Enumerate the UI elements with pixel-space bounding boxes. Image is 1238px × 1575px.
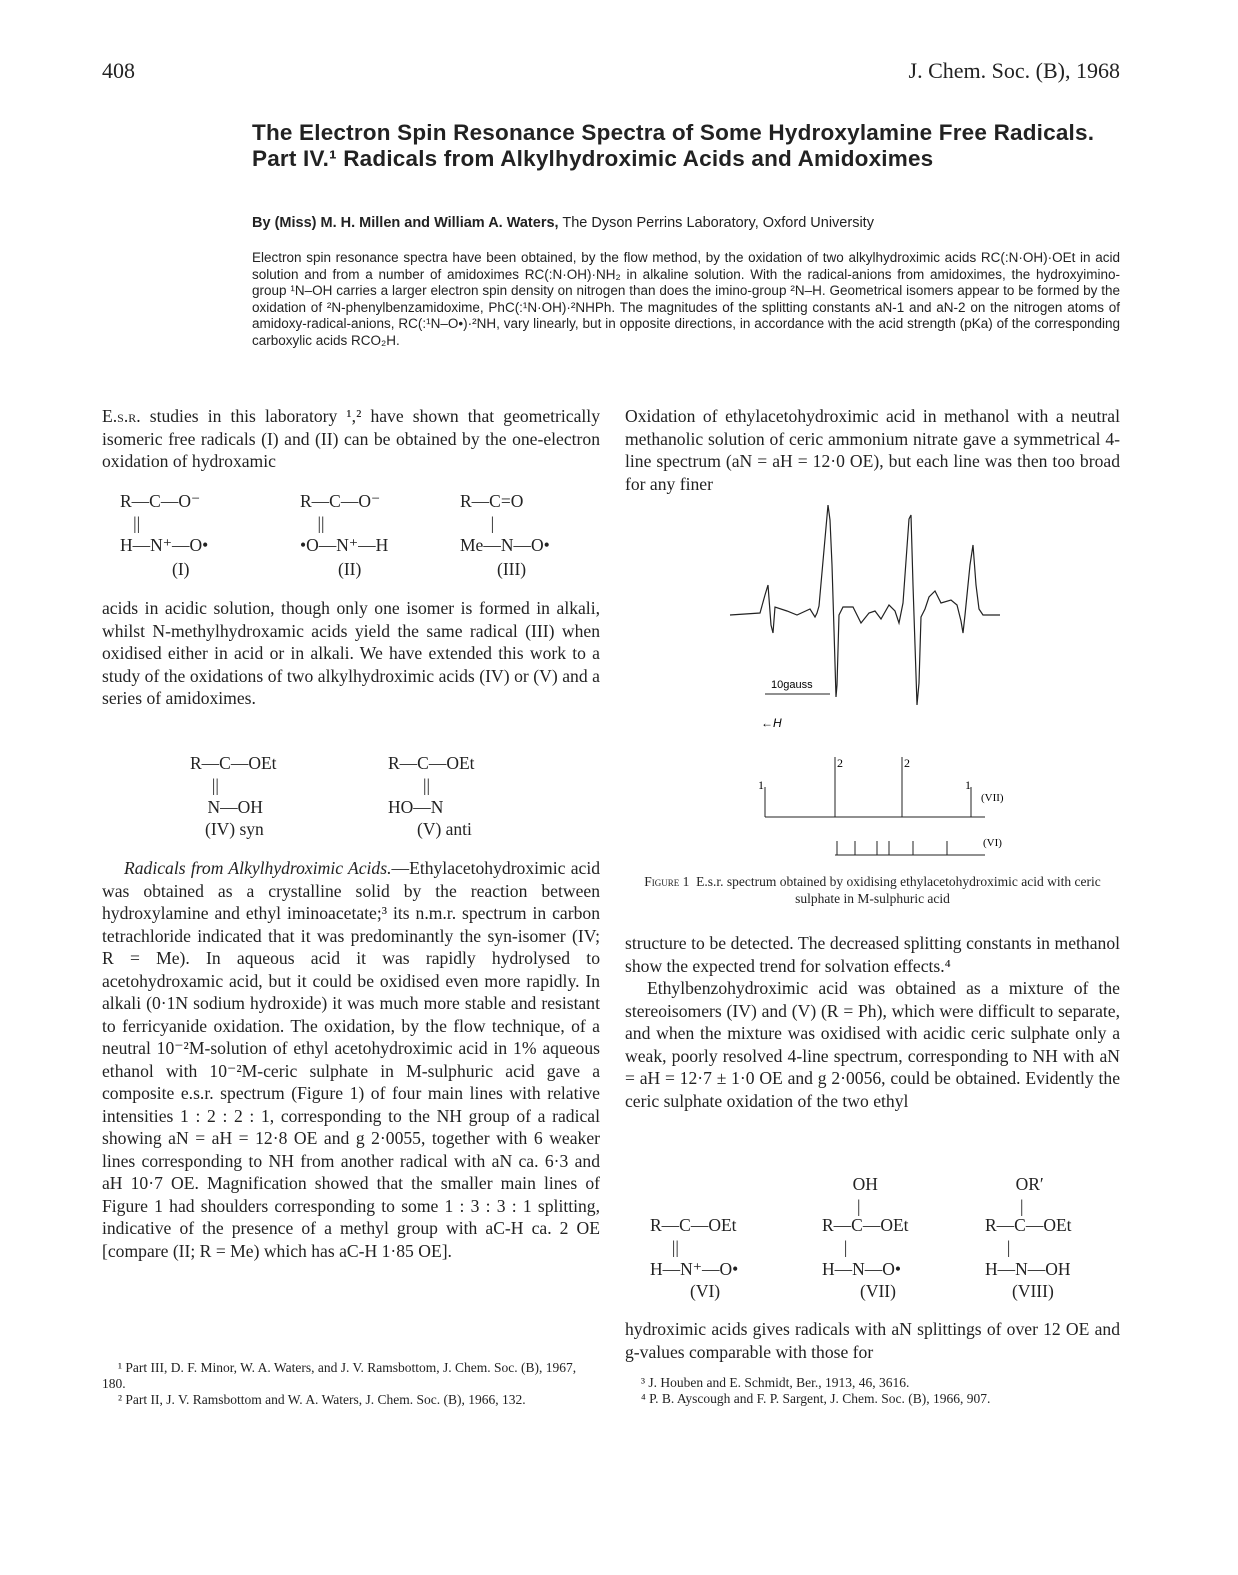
page-number: 408 [102,58,135,83]
label-III: (III) [497,559,527,579]
author-line [252,215,1132,231]
left-footnotes [102,1360,600,1408]
label-IV: (IV) syn [205,819,264,839]
affiliation: The Dyson Perrins Laboratory, Oxford University [562,215,874,231]
label-VIII: (VIII) [1012,1281,1054,1301]
stick-label-vii: (VII) [981,792,1004,804]
intro-text: studies in this laboratory ¹,² have shown that geometrically isomeric free radicals (I) and (II) can be obtained by the one-electron oxidation of hydroxamic [102,406,600,471]
structure-V: R—C—OEt || HO—N [388,753,475,817]
authors: By (Miss) M. H. Millen and William A. Waters, [252,215,559,231]
left-paragraph-2: acids in acidic solution, though only one isomer is formed in alkali, whilst N-methylhydroxamic acids yield the same radical (III) when oxidised either in acid or in alkali. We have extended this work to a study of the oxidations of two alkylhydroximic acids (IV) or (V) and a series of amidoximes. [102,598,600,708]
right-paragraph-3: hydroximic acids gives radicals with aN splittings of over 12 OE and g-values comparable with those for [625,1319,1120,1362]
esr-spectrum-trace [730,505,1000,705]
structure-I: R—C—O⁻ || H—N⁺—O• [120,491,209,555]
label-VII: (VII) [860,1281,896,1301]
left-paragraph-3: Radicals from Alkylhydroximic Acids.—Ethylacetohydroximic acid was obtained as a crystalline solid by the reaction between hydroxylamine and ethyl iminoacetate;³ its n.m.r. spectrum in carbon tetrachloride indicated that it was predominantly the syn-isomer (IV; R = Me). In aqueous acid it was rapidly hydrolysed to acetohydroxamic acid, but it could be oxidised even more rapidly. In alkali (0·1N sodium hydroxide) it was much more stable and resistant to ferricyanide oxidation. The oxidation, by the flow technique, of a neutral 10⁻²M-solution of ethyl acetohydroximic acid in 1% aqueous ethanol with 10⁻²M-ceric sulphate in M-sulphuric acid gave a composite e.s.r. spectrum (Figure 1) of four main lines with relative intensities 1 : 2 : 2 : 1, corresponding to the NH group of a radical showing aN = aH = 12·8 OE and g 2·0055, together with 6 weaker lines corresponding to NH from another radical with aN ca. 6·3 and aH 10·7 OE. Magnification showed that the smaller main lines of Figure 1 had shoulders corresponding to some 1 : 3 : 3 : 1 splitting, indicative of the presence of a methyl group with aC-H ca. 2 OE [compare (II; R = Me) which has aC-H 1·85 OE]. [102,858,601,1261]
right-paragraph-1: Oxidation of ethylacetohydroximic acid in methanol with a neutral methanolic solution of ceric ammonium nitrate gave a symmetrical 4-line spectrum (aN = aH = 12·0 OE), but each line was then too broad for any finer [625,406,1120,494]
left-paragraph-1 [102,405,600,473]
structure-VII: R—C—OEt | H—N—O• [822,1215,909,1279]
intro-initial: E.s.r. [102,406,141,426]
right-paragraph-2: structure to be detected. The decreased splitting constants in methanol show the expected trend for solvation effects.⁴ Ethylbenzohydroximic acid was obtained as a mixture of the stereoisomers (IV) and (V) (R = Ph), which were difficult to separate, and when the mixture was oxidised with acidic ceric sulphate only a weak, poorly resolved 4-line spectrum, corresponding to NH with aN = aH = 12·7 ± 1·0 OE and g 2·0056, could be obtained. Evidently the ceric sulphate oxidation of the two ethyl [625,933,1120,1111]
abstract: Electron spin resonance spectra have been obtained, by the flow method, by the oxidation of two alkylhydroximic acids RC(:N·OH)·OEt in acid solution and from a number of amidoximes RC(:N·OH)·NH₂ in alkaline solution. With the radical-anions from amidoximes, the hydroxyimino-group ¹N–OH carries a larger electron spin density on nitrogen than does the imino-group ²N–H. Geometrical isomers appear to be formed by the oxidation of ²N-phenylbenzamidoxime, PhC(:¹N·OH)·²NHPh. The magnitudes of the splitting constants aN-1 and aN-2 on the nitrogen atoms of amidoxy-radical-anions, RC(:¹N–O•)·²NH, vary linearly, but in opposite directions, in accordance with the acid strength (pKa) of the corresponding carboxylic acids RCO₂H. [252,250,1120,348]
stick-label-vi: (VI) [983,837,1002,849]
structure-III: R—C=O | Me—N—O• [460,491,550,555]
label-V: (V) anti [417,819,472,839]
stick-label-2b: 2 [904,756,910,770]
label-VI: (VI) [690,1281,721,1301]
figure-1-esr-spectrum [625,505,1120,865]
structure-VIII-top: OR′ | [985,1174,1044,1216]
journal-citation: J. Chem. Soc. (B), 1968 [908,58,1120,83]
label-I: (I) [172,559,190,579]
structure-IV: R—C—OEt || N—OH [190,753,277,817]
field-direction-label: ←H [761,716,782,730]
footnote-3: ³ J. Houben and E. Schmidt, Ber., 1913, 46, 3616. [641,1375,910,1390]
scale-bar-label: 10gauss [771,679,813,691]
stick-label-1a: 1 [758,778,764,792]
structure-VII-top: OH | [822,1174,878,1216]
section-heading: Radicals from Alkylhydroximic Acids. [124,858,392,878]
structure-VI: R—C—OEt || H—N⁺—O• [650,1215,739,1279]
stick-label-2a: 2 [837,756,843,770]
footnote-4: ⁴ P. B. Ayscough and F. P. Sargent, J. Chem. Soc. (B), 1966, 907. [641,1391,991,1406]
footnote-1: ¹ Part III, D. F. Minor, W. A. Waters, and J. V. Ramsbottom, J. Chem. Soc. (B), 1967, 180. [102,1360,577,1391]
label-II: (II) [338,559,362,579]
structure-II: R—C—O⁻ || •O—N⁺—H [300,491,389,555]
right-footnotes [625,1375,1120,1407]
figure-1-caption: Figure 1 E.s.r. spectrum obtained by oxidising ethylacetohydroximic acid with ceric sulphate in M-sulphuric acid [644,874,1101,906]
stick-label-1b: 1 [965,778,971,792]
structure-VIII: R—C—OEt | H—N—OH [985,1215,1072,1279]
footnote-2: ² Part II, J. V. Ramsbottom and W. A. Waters, J. Chem. Soc. (B), 1966, 132. [118,1392,526,1407]
paper-title: The Electron Spin Resonance Spectra of Some Hydroxylamine Free Radicals. Part IV.¹ Radicals from Alkylhydroximic Acids and Amidoximes [252,120,1095,171]
